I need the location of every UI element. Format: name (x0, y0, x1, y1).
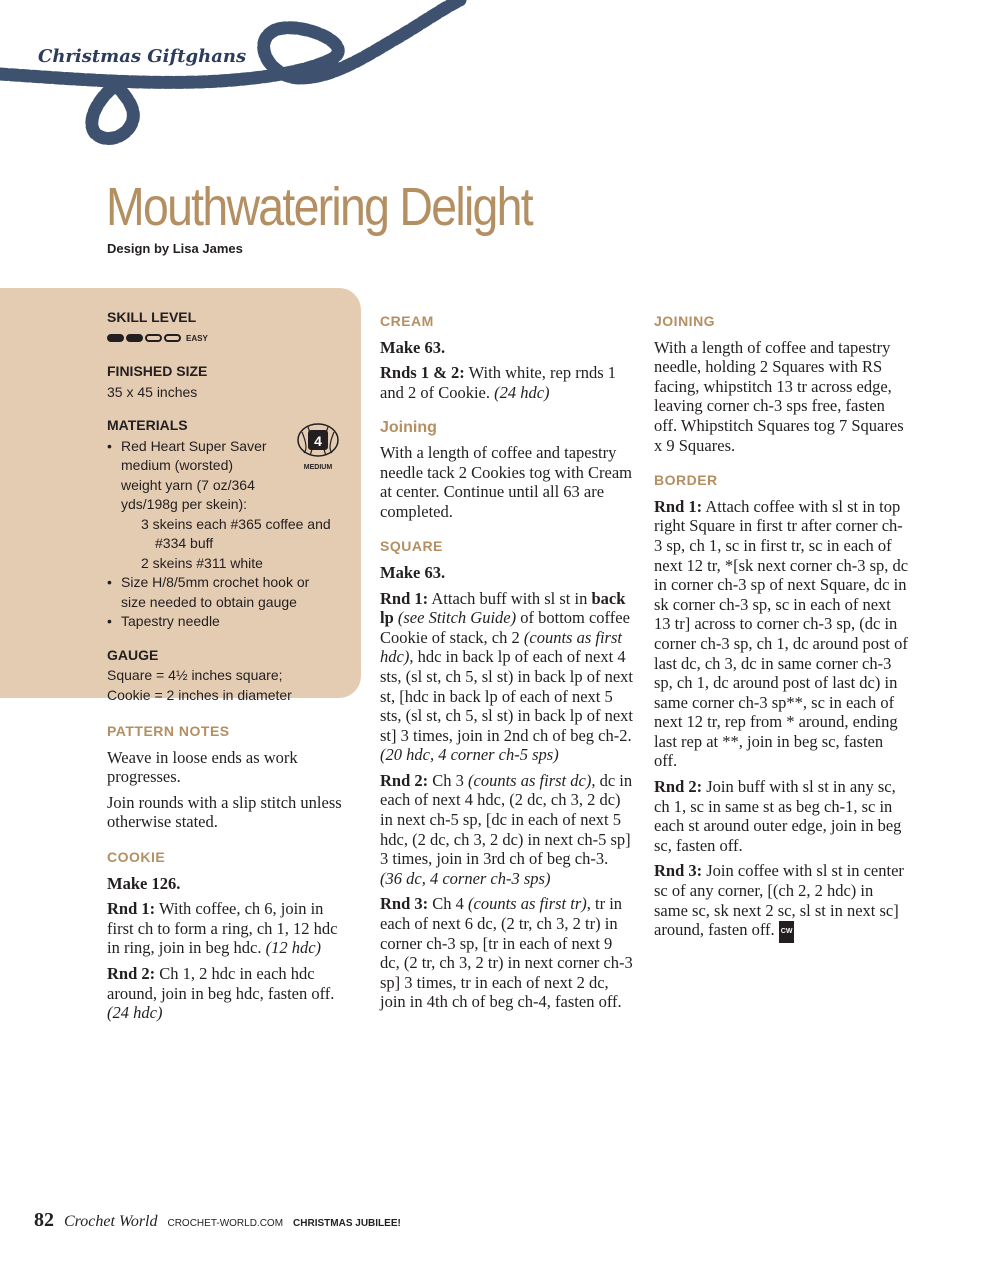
skill-level-indicator (107, 329, 347, 349)
magazine-url: CROCHET-WORLD.COM (167, 1218, 284, 1229)
materials-list: • Red Heart Super Saver medium (worsted) weight yarn (7 oz/364 yds/198g per skein): 3 skeins each #365 coffee and #334 buff 2 skeins #311 white • Size H/8/5mm crochet hook or size needed to obtain gauge • Tapestry needle (107, 437, 347, 632)
gauge-line-2: Cookie = 2 inches in diameter (107, 686, 292, 703)
column-3 (654, 312, 910, 949)
yarn-weight-icon (293, 422, 343, 474)
gauge-heading: GAUGE (107, 646, 159, 663)
cream-rounds: Rnds 1 & 2: With white, rep rnds 1 and 2 of Cookie. (24 hdc) (380, 363, 616, 402)
rope-decoration (0, 0, 470, 150)
materials-needle: • Tapestry needle (107, 612, 347, 632)
skill-block-1 (107, 334, 124, 342)
yarn-weight-number: 4 (314, 433, 322, 449)
page-footer (34, 1209, 401, 1232)
page-number: 82 (34, 1209, 54, 1231)
square-round-1: Rnd 1: Attach buff with sl st in back lp (see Stitch Guide) of bottom coffee Cookie of stack, ch 2 (counts as first hdc), hdc in back lp of each of next 4 sts, (sl st, ch 5, sl st) in back lp of next st, [hdc in back lp of each of next 5 sts, (sl st, ch 5, sl st) in back lp of next st] 3 times, join in 2nd ch of beg ch-2. (20 hdc, 4 corner ch-5 sps) (380, 588, 633, 765)
joining-heading: JOINING (654, 313, 716, 329)
cream-heading: CREAM (380, 313, 434, 329)
series-title: Christmas Giftghans (38, 46, 247, 67)
border-round-1: Rnd 1: Attach coffee with sl st in top right Square in first tr after corner ch-3 sp, ch 1, sc in first tr, sc in each of next 12 tr, *[sk next corner ch-3 sp, dc in corner ch-3 sp of next Square, dc in sk corner ch-3 sp, sc in each of next 13 tr] across to corner ch-3 sp, (dc in corner ch-3 sp, ch 1, dc around post of last dc, ch 3, dc in same corner ch-3 sp, ch 1, dc around post of last dc) in same corner ch-3 sp**, sc in each of next 12 tr, rep from * around, ending last rep at **, join in beg sc, fasten off. (654, 496, 909, 771)
skill-block-4 (164, 334, 181, 342)
yarn-weight-label: MEDIUM (303, 464, 333, 471)
materials-heading: MATERIALS (107, 417, 188, 433)
cookie-make: Make 126. (107, 873, 181, 893)
pattern-title: Mouthwatering Delight (106, 177, 532, 237)
pattern-note-1: Weave in loose ends as work progresses. (107, 747, 298, 787)
pattern-notes-heading: PATTERN NOTES (107, 723, 230, 739)
materials-yarn: • Red Heart Super Saver medium (worsted) weight yarn (7 oz/364 yds/198g per skein): (107, 437, 347, 515)
square-round-2: Rnd 2: Ch 3 (counts as first dc), dc in each of next 4 hdc, (2 dc, ch 3, 2 dc) in next ch-5 sp, [dc in each of next 5 hdc, (2 dc, ch 3, 2 dc) in next ch-5 sp] 3 times, join in 3rd ch of beg ch-3. (36 dc, 4 corner ch-3 sps) (380, 770, 633, 888)
cream-make: Make 63. (380, 337, 446, 357)
size-value: 35 x 45 inches (107, 383, 198, 400)
border-round-2: Rnd 2: Join buff with sl st in any sc, ch 1, sc in same st as beg ch-1, sc in each st around outer edge, join in beg sc, fasten off. (654, 777, 902, 855)
joining-cookies-text: With a length of coffee and tapestry needle tack 2 Cookies tog with Cream at center. Continue until all 63 are completed. (380, 442, 633, 521)
size-heading: FINISHED SIZE (107, 363, 208, 379)
skill-heading: SKILL LEVEL (107, 309, 197, 325)
column-1 (107, 722, 352, 1029)
square-round-3: Rnd 3: Ch 4 (counts as first tr), tr in each of next 6 dc, (2 tr, ch 3, 2 tr) in corner ch-3 sp, [tr in each of next 9 dc, (2 tr, ch 3, 2 tr) in next corner ch-3 sp] 3 times, tr in each of next 2 dc, join in 4th ch of beg ch-4, fasten off. (380, 894, 633, 1012)
end-mark-icon: CW (779, 921, 795, 943)
skill-block-3 (145, 334, 162, 342)
cookie-round-2: Rnd 2: Ch 1, 2 hdc in each hdc around, join in beg hdc, fasten off. (24 hdc) (107, 963, 335, 1023)
designer-credit: Design by Lisa James (107, 241, 243, 256)
border-round-3: Rnd 3: Join coffee with sl st in center sc of any corner, [(ch 2, 2 hdc) in same sc, sk next 2 sc, sl st in next sc] around, fasten off. CW (654, 861, 910, 942)
column-2 (380, 312, 634, 1018)
materials-panel (0, 288, 361, 703)
magazine-name: Crochet World (64, 1213, 158, 1230)
cookie-round-1: Rnd 1: With coffee, ch 6, join in first ch to form a ring, ch 1, 12 hdc in ring, join in beg hdc. (12 hdc) (107, 899, 338, 958)
joining-squares-text: With a length of coffee and tapestry needle, holding 2 Squares with RS facing, whipstitch 13 tr across edge, leaving corner ch-3 sps free, fasten off. Whipstitch Squares tog 7 Squares x 9 Squares. (654, 337, 904, 455)
pattern-note-2: Join rounds with a slip stitch unless otherwise stated. (107, 792, 342, 832)
materials-hook: • Size H/8/5mm crochet hook or size needed to obtain gauge (107, 573, 347, 612)
square-heading: SQUARE (380, 538, 443, 555)
gauge-line-1: Square = 4½ inches square; (107, 667, 283, 683)
skill-label: EASY (186, 333, 208, 343)
skill-block-2 (126, 334, 143, 342)
cookie-heading: COOKIE (107, 848, 166, 865)
joining-subheading: Joining (380, 419, 437, 437)
issue-name: CHRISTMAS JUBILEE! (293, 1218, 401, 1229)
border-heading: BORDER (654, 472, 718, 489)
square-make: Make 63. (380, 562, 446, 582)
